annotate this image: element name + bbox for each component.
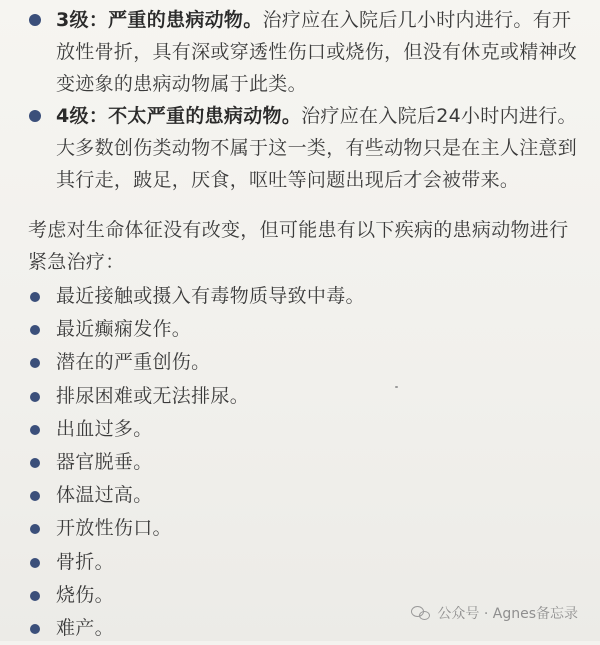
list-item-text: 最近癫痫发作。	[56, 318, 192, 341]
list-item-text: 排尿困难或无法排尿。	[56, 384, 250, 407]
paper-speck	[395, 386, 398, 388]
watermark	[411, 603, 578, 623]
list-item-text: 器官脱垂。	[56, 450, 153, 473]
list-item	[24, 512, 584, 545]
bullet-dot-icon	[29, 14, 41, 26]
bullet-dot-icon	[30, 358, 40, 368]
list-item	[24, 546, 584, 579]
bullet-dot-icon	[30, 292, 40, 302]
list-item	[24, 479, 584, 512]
bullet-dot-icon	[30, 458, 40, 468]
wechat-icon	[411, 605, 431, 621]
list-item-text: 潜在的严重创伤。	[56, 351, 211, 374]
list-item	[24, 346, 584, 379]
intro-paragraph: 考虑对生命体征没有改变，但可能患有以下疾病的患病动物进行紧急治疗：	[28, 219, 569, 273]
list-item-text: 最近接触或摄入有毒物质导致中毒。	[56, 285, 365, 307]
list-item	[24, 313, 584, 346]
bullet-dot-icon	[29, 110, 41, 122]
grade-4-text: 治疗应在入院后24小时内进行。大多数创伤类动物不属于这一类，有些动物只是在主人注意到其行走，跛足，厌食，呕吐等问题出现后才会被带来。	[56, 105, 578, 191]
grade-3-text: 治疗应在入院后几小时内进行。有开放性骨折，具有深或穿透性伤口或烧伤，但没有休克或精神改变迹象的患病动物属于此类。	[56, 9, 578, 95]
bullet-dot-icon	[30, 491, 40, 501]
bullet-dot-icon	[30, 591, 40, 601]
list-item-text: 体温过高。	[56, 484, 153, 507]
grade-4-item	[24, 100, 584, 196]
bullet-dot-icon	[30, 325, 40, 335]
conditions-list	[24, 280, 584, 645]
grade-3-item	[24, 4, 584, 100]
grade-3-label: 3级：严重的患病动物。	[56, 9, 263, 31]
list-item-text: 烧伤。	[56, 583, 114, 606]
watermark-text: 公众号 · Agnes备忘录	[437, 606, 578, 622]
bullet-dot-icon	[30, 425, 40, 435]
list-item	[24, 380, 584, 413]
list-item	[24, 280, 584, 313]
bullet-dot-icon	[30, 558, 40, 568]
grade-4-label: 4级：不太严重的患病动物。	[56, 105, 302, 127]
bullet-dot-icon	[30, 524, 40, 534]
list-item-text: 难产。	[56, 616, 114, 639]
list-item	[24, 446, 584, 479]
list-item-text: 开放性伤口。	[56, 517, 172, 540]
list-item-text: 骨折。	[56, 550, 114, 573]
bullet-dot-icon	[30, 392, 40, 402]
bullet-dot-icon	[30, 624, 40, 634]
document-body	[24, 4, 584, 645]
list-item	[24, 413, 584, 446]
list-item-text: 出血过多。	[56, 417, 153, 440]
